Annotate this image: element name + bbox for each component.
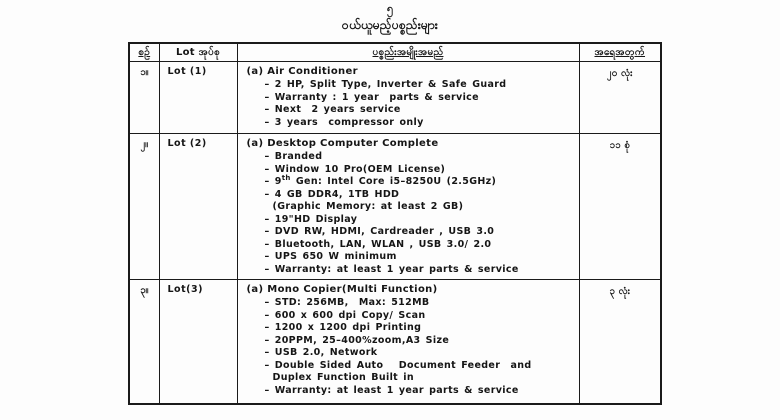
item-title	[247, 137, 575, 151]
spec-line: – 9th Gen: Intel Core i5–8250U (2.5GHz)	[264, 173, 497, 187]
description-cell	[237, 62, 579, 134]
spec-line: – 600 x 600 dpi Copy/ Scan	[264, 309, 426, 321]
spec-line: – DVD RW, HDMI, Cardreader , USB 3.0	[264, 226, 495, 237]
spec-line: (Graphic Memory: at least 2 GB)	[272, 201, 464, 212]
spec-line: – 3 years compressor only	[264, 116, 424, 128]
header-serial: စဉ်	[129, 43, 159, 62]
spec-line: – Warranty: at least 1 year parts & service	[264, 384, 519, 396]
spec-line: – 19"HD Display	[264, 213, 358, 225]
spec-line: – Next 2 years service	[264, 104, 401, 115]
spec-line: – Warranty: at least 1 year parts & service	[264, 263, 519, 275]
quantity-cell: ၂၀ လုံး	[579, 62, 661, 134]
spec-line: – Warranty : 1 year parts & service	[264, 91, 479, 103]
document-title: ဝယ်ယူမည့်ပစ္စည်းများ	[341, 18, 439, 32]
spec-line: – Window 10 Pro(OEM License)	[264, 163, 446, 175]
lot-cell: Lot(3)	[159, 280, 237, 404]
spec-line: – 20PPM, 25–400%zoom,A3 Size	[264, 334, 450, 346]
description-cell	[237, 134, 579, 280]
item-prefix: (a)	[246, 66, 268, 77]
item-name: Air Conditioner	[267, 66, 358, 77]
description-cell	[237, 280, 579, 404]
quantity-cell: ၃ လုံး	[579, 280, 661, 404]
spec-line: – 4 GB DDR4, 1TB HDD	[264, 188, 400, 200]
header-lot: Lot အုပ်စု	[159, 43, 237, 62]
serial-cell: ၃။	[129, 280, 159, 404]
header-quantity: အရေအတွက်	[579, 43, 661, 62]
header-description: ပစ္စည်းအမျိုးအမည်	[237, 43, 579, 62]
spec-line: – 1200 x 1200 dpi Printing	[264, 322, 422, 333]
lot-cell: Lot (1)	[159, 62, 237, 134]
item-prefix: (a)	[246, 138, 268, 149]
table-row	[129, 62, 661, 134]
serial-cell: ၁။	[129, 62, 159, 134]
table-body	[129, 62, 661, 404]
table-row	[129, 280, 661, 404]
lot-cell: Lot (2)	[159, 134, 237, 280]
spec-line: – UPS 650 W minimum	[264, 251, 397, 262]
item-title	[247, 65, 575, 79]
spec-line: – 2 HP, Split Type, Inverter & Safe Guard	[264, 79, 507, 90]
superscript: th	[281, 173, 291, 182]
table-row	[129, 134, 661, 280]
item-name: Desktop Computer Complete	[267, 138, 439, 149]
spec-line: – Bluetooth, LAN, WLAN , USB 3.0/ 2.0	[264, 238, 492, 250]
item-title	[247, 283, 575, 297]
table-header-row	[129, 43, 661, 62]
page-number: ၅	[387, 3, 393, 15]
item-name: Mono Copier(Multi Function)	[267, 284, 438, 295]
spec-line: – Double Sided Auto Document Feeder and	[264, 359, 532, 371]
quantity-cell: ၁၁ စုံ	[579, 134, 661, 280]
item-prefix: (a)	[246, 284, 268, 295]
spec-line: – Branded	[264, 151, 323, 162]
items-table	[128, 42, 662, 405]
serial-cell: ၂။	[129, 134, 159, 280]
spec-line: – USB 2.0, Network	[264, 347, 378, 358]
spec-line: – STD: 256MB, Max: 512MB	[264, 297, 430, 308]
spec-line: Duplex Function Built in	[272, 372, 414, 383]
